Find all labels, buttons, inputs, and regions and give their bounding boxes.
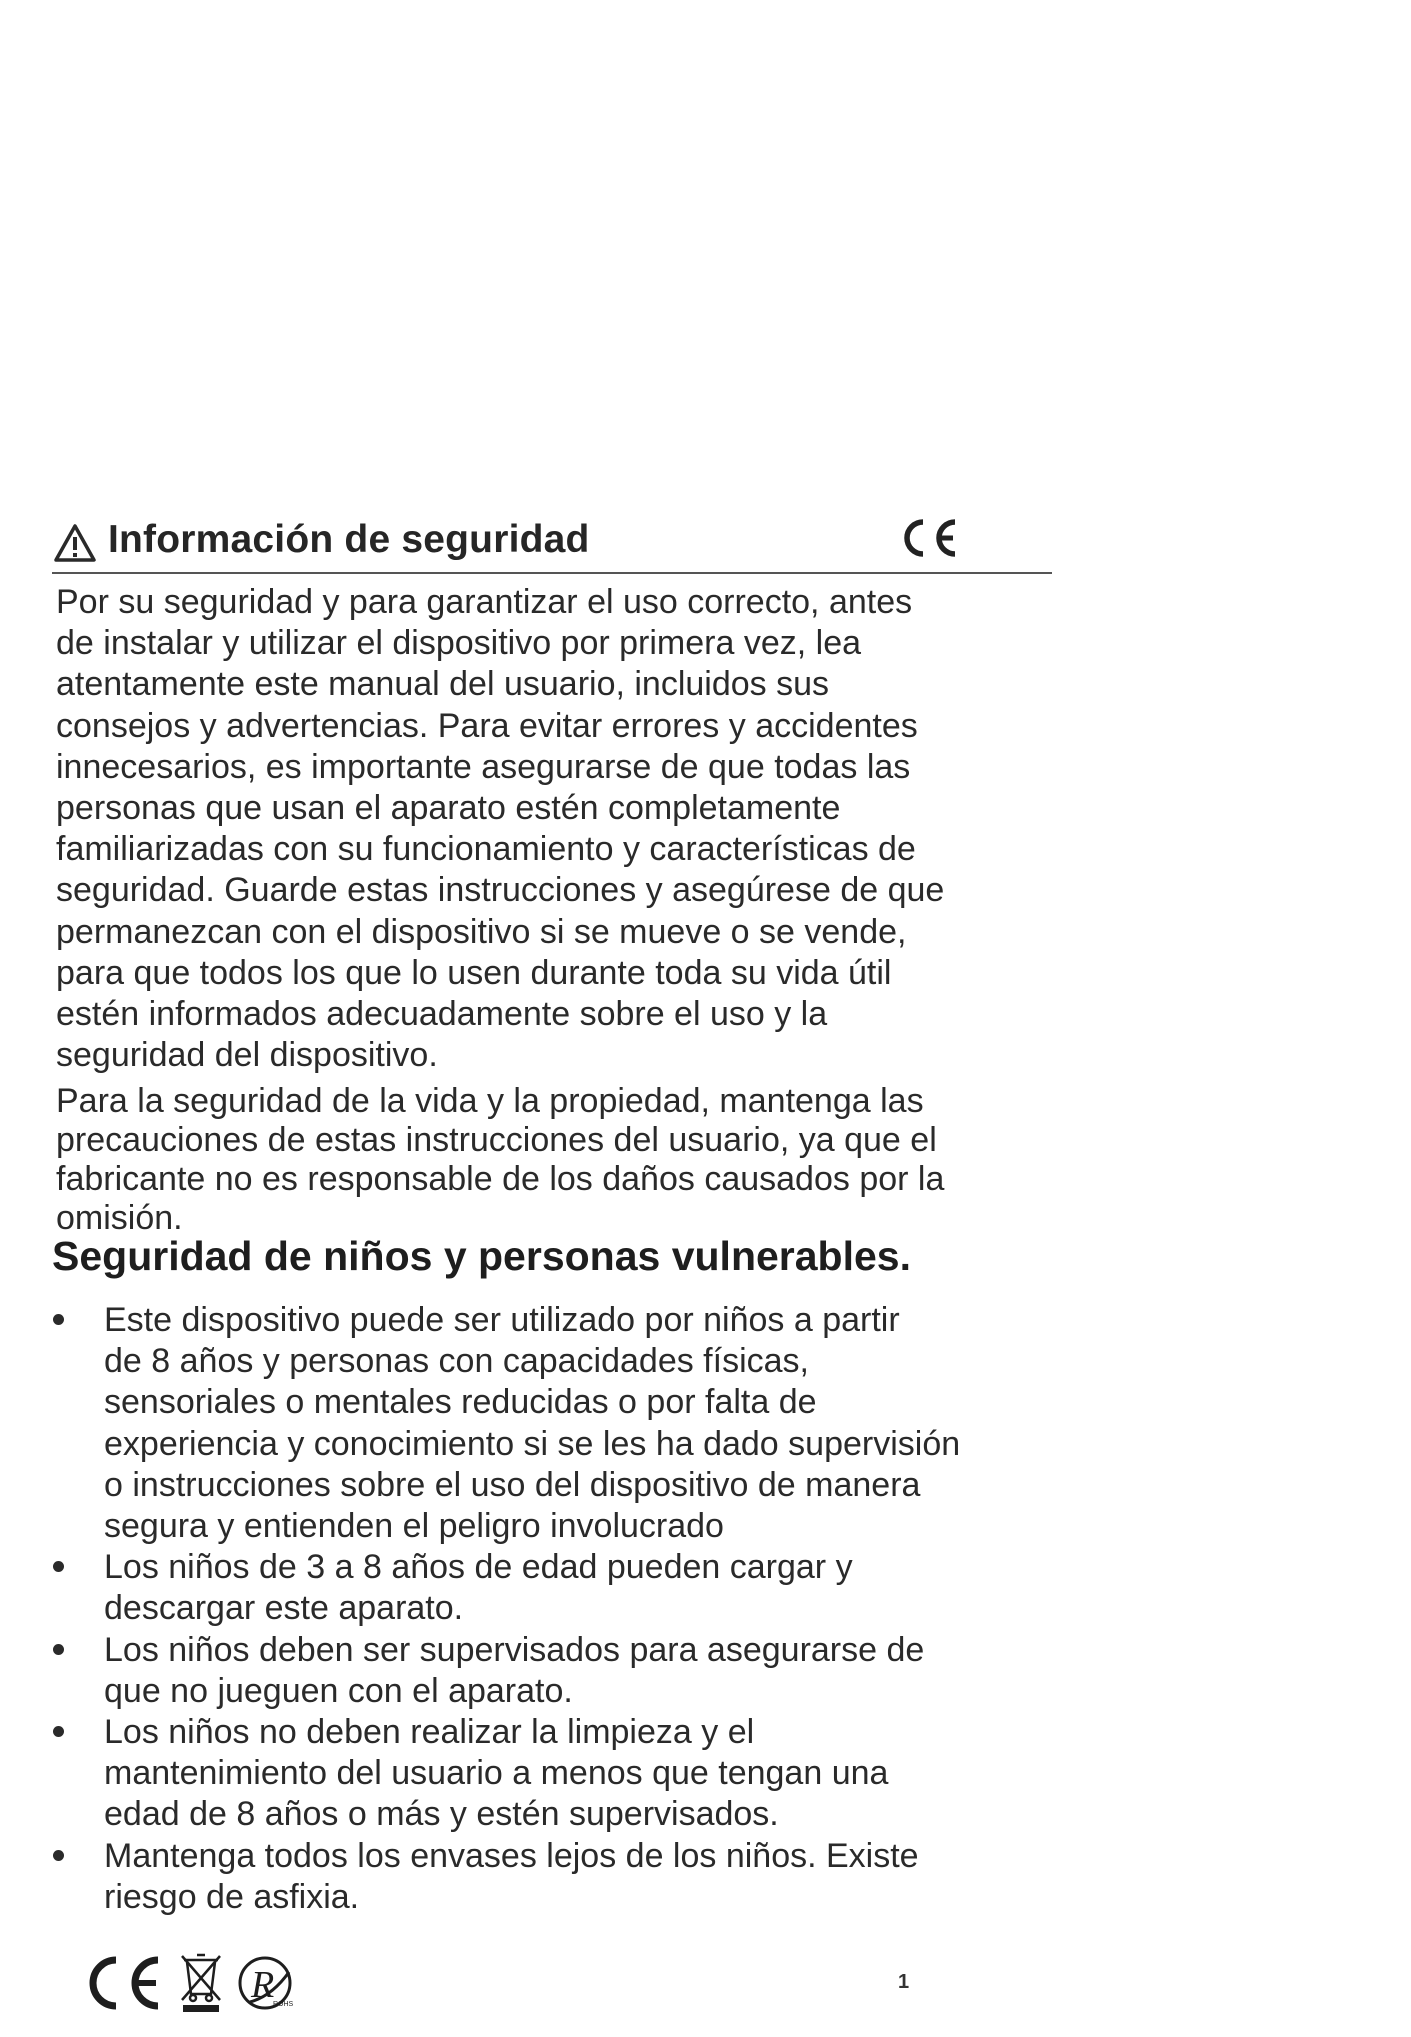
text-line: omisión.: [56, 1199, 183, 1238]
text-line: consejos y advertencias. Para evitar errores y accidentes: [56, 706, 918, 745]
text-line: edad de 8 años o más y estén supervisados.: [104, 1795, 779, 1834]
text-line: precauciones de estas instrucciones del usuario, ya que el: [56, 1121, 937, 1160]
text-line: permanezcan con el dispositivo si se mueve o se vende,: [56, 912, 907, 951]
bullet-icon: [53, 1850, 64, 1861]
text-line: Los niños no deben realizar la limpieza y el: [104, 1713, 755, 1752]
footer-logos: [82, 1950, 322, 2016]
text-line: o instrucciones sobre el uso del dispositivo de manera: [104, 1465, 921, 1504]
text-line: familiarizadas con su funcionamiento y características de: [56, 830, 916, 869]
text-line: Por su seguridad y para garantizar el uso correcto, antes: [56, 583, 913, 621]
intro-paragraph: [56, 582, 1056, 1076]
text-line: Para la seguridad de la vida y la propiedad, mantenga las: [56, 1082, 924, 1121]
text-line: que no jueguen con el aparato.: [104, 1671, 573, 1710]
text-line: Los niños de 3 a 8 años de edad pueden cargar y: [104, 1548, 853, 1587]
svg-text:ROHS: ROHS: [273, 2001, 294, 2008]
weee-crossed-bin-icon: [182, 1955, 220, 2012]
list-item: [0, 1836, 1100, 1918]
list-item: [0, 1712, 1100, 1836]
section-header: [52, 508, 1052, 574]
text-line: seguridad del dispositivo.: [56, 1036, 438, 1075]
bullet-icon: [53, 1726, 64, 1737]
text-line: Mantenga todos los envases lejos de los niños. Existe: [104, 1836, 919, 1875]
bullet-icon: [53, 1561, 64, 1572]
text-line: personas que usan el aparato estén completamente: [56, 789, 841, 828]
text-line: experiencia y conocimiento si se les ha dado supervisión: [104, 1424, 961, 1463]
ce-mark-icon: [897, 516, 959, 560]
children-safety-list: [0, 1300, 1100, 1918]
text-line: descargar este aparato.: [104, 1589, 464, 1628]
rohs-icon: [240, 1958, 294, 2008]
children-safety-heading: Seguridad de niños y personas vulnerables.: [52, 1233, 911, 1279]
page-number: 1: [898, 1971, 910, 1993]
text-line: riesgo de asfixia.: [104, 1877, 360, 1916]
ce-mark-icon: [93, 1960, 158, 2006]
text-line: para que todos los que lo usen durante toda su vida útil: [56, 953, 892, 992]
svg-text:R: R: [251, 1964, 275, 2006]
text-line: sensoriales o mentales reducidas o por falta de: [104, 1383, 817, 1422]
text-line: de 8 años y personas con capacidades físicas,: [104, 1342, 809, 1381]
text-line: mantenimiento del usuario a menos que tengan una: [104, 1754, 889, 1793]
list-item: [0, 1547, 1100, 1629]
bullet-icon: [53, 1644, 64, 1655]
intro-text: [56, 582, 1056, 1238]
text-line: Este dispositivo puede ser utilizado por niños a partir: [104, 1301, 900, 1339]
section-title: Información de seguridad: [108, 518, 590, 561]
text-line: segura y entienden el peligro involucrado: [104, 1507, 724, 1546]
list-item: [0, 1630, 1100, 1712]
text-line: de instalar y utilizar el dispositivo por primera vez, lea: [56, 624, 862, 663]
warning-triangle-icon: [53, 523, 97, 563]
list-item: [0, 1300, 1100, 1547]
text-line: atentamente este manual del usuario, incluidos sus: [56, 665, 830, 704]
text-line: innecesarios, es importante asegurarse de que todas las: [56, 747, 911, 786]
liability-paragraph: [56, 1082, 1056, 1238]
text-line: seguridad. Guarde estas instrucciones y asegúrese de que: [56, 871, 945, 910]
text-line: fabricante no es responsable de los daños causados por la: [56, 1160, 945, 1199]
text-line: estén informados adecuadamente sobre el uso y la: [56, 995, 828, 1034]
bullet-icon: [53, 1314, 64, 1325]
text-line: Los niños deben ser supervisados para asegurarse de: [104, 1630, 925, 1669]
